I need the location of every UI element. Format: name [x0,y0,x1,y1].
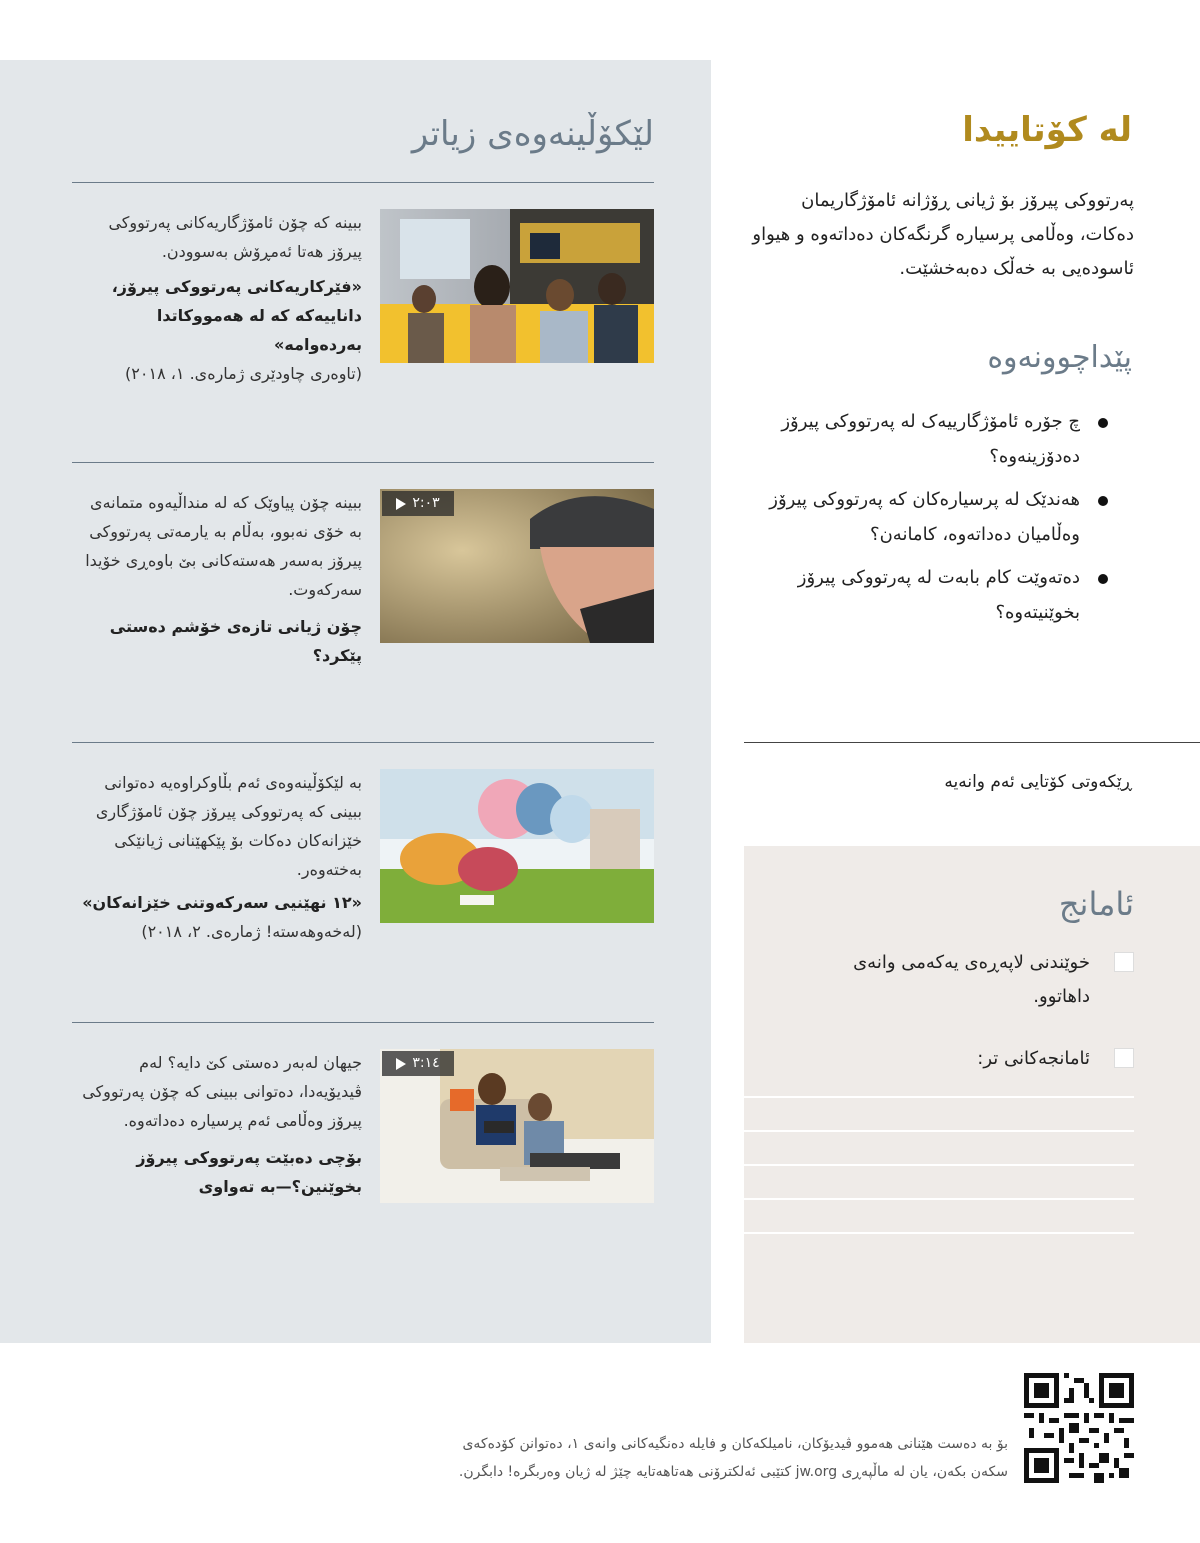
article-entry-3 [74,768,362,946]
writing-line[interactable] [744,1130,1134,1132]
qr-code-icon[interactable] [1024,1373,1134,1483]
lesson-completion-date-label: ڕێکەوتی کۆتایی ئەم وانەیە [944,772,1132,792]
article-thumbnail-train-station[interactable] [380,209,654,363]
review-questions [746,404,1112,638]
writing-line[interactable] [744,1096,1134,1098]
goals-title: ئامانج [1058,885,1134,923]
writing-line[interactable] [744,1164,1134,1166]
video-duration: ٢:٠٣ [412,495,440,511]
further-study-title: لێکۆڵینەوەی زیاتر [411,114,654,154]
question-text: دەتەوێت کام بابەت لە پەرتووکی پیرۆز بخوێنیتەوە؟ [797,567,1080,623]
bullet-icon [1098,418,1108,428]
review-title: پێداچوونەوە [987,340,1132,375]
list-item [746,482,1112,552]
goal-item [814,1042,1134,1076]
goal-item [814,946,1134,1014]
question-text: چ جۆرە ئامۆژگارییەک لە پەرتووکی پیرۆز دەدۆزینەوە؟ [781,411,1080,467]
footer-line: سکەن بکەن، یان لە ماڵپەڕی jw.org کتێبی ئەلکترۆنی هەتاهەتایە چێژ لە ژیان وەربگرە! دابگرن. [458,1464,1008,1480]
video-duration: ٣:١٤ [412,1055,440,1071]
entry-link-title[interactable]: «١٢ نهێنیی سەرکەوتنی خێزانەکان» [82,893,362,912]
footer-text [310,1430,1008,1486]
list-item [746,560,1112,630]
video-thumbnail-man-cap[interactable] [380,489,654,643]
question-text: هەندێک لە پرسیارەکان کە پەرتووکی پیرۆز وەڵامیان دەداتەوە، کامانەن؟ [769,489,1080,545]
divider [72,182,654,183]
video-thumbnail-reading-bible[interactable] [380,1049,654,1203]
entry-description: ببینە کە چۆن ئامۆژگاریەکانی پەرتووکی پیرۆز هەتا ئەمڕۆش بەسوودن. [108,213,362,261]
list-item [746,404,1112,474]
entry-citation: (لەخەوهەستە! ژمارەی. ٢، ٢٠١٨) [141,922,362,941]
writing-line[interactable] [744,1198,1134,1200]
divider [72,742,654,743]
summary-title: لە کۆتاییدا [962,110,1132,150]
entry-link-title[interactable]: «فێرکاریەکانی پەرتووکی پیرۆز، داناییەکە کە لە هەمووکاتدا بەردەوامە» [111,277,362,354]
writing-line[interactable] [744,1232,1134,1234]
article-entry-2 [74,488,362,670]
goal-text: خوێندنی لاپەڕەی یەکەمی وانەی داهاتوو. [853,952,1090,1007]
article-entry-1 [74,208,362,388]
bullet-icon [1098,574,1108,584]
divider [72,462,654,463]
divider [72,1022,654,1023]
footer-line: بۆ بە دەست هێنانی هەموو ڤیدیۆکان، نامیلکەکان و فایلە دەنگیەکانی وانەی ١، دەتوانن کۆدەکەی [462,1436,1008,1452]
video-duration-badge [382,491,454,516]
goals-panel [744,846,1200,1343]
entry-description: جیهان لەبەر دەستی کێ دایە؟ لەم ڤیدیۆیەدا، دەتوانی ببینی کە چۆن پەرتووکی پیرۆز وەڵامی ئەم پرسیارە دەداتەوە. [82,1053,362,1130]
goal-checkbox[interactable] [1114,952,1134,972]
divider [744,742,1200,743]
entry-link-title[interactable]: چۆن ژیانی تازەی خۆشم دەستی پێکرد؟ [109,617,362,665]
goal-text: ئامانجەکانی تر: [977,1048,1090,1069]
bullet-icon [1098,496,1108,506]
summary-paragraph: پەرتووکی پیرۆز بۆ ژیانی ڕۆژانە ئامۆژگاریمان دەکات، وەڵامی پرسیارە گرنگەکان دەداتەوە و هیواو ئاسودەیی بە خەڵک دەبەخشێت. [752,190,1134,279]
entry-link-title[interactable]: بۆچی دەبێت پەرتووکی پیرۆز بخوێنین؟—بە تەواوی [136,1148,362,1196]
play-icon [396,498,406,510]
play-icon [396,1058,406,1070]
entry-citation: (تاوەری چاودێری ژمارەی. ١، ٢٠١٨) [125,364,362,383]
entry-description: بە لێکۆڵینەوەی ئەم بڵاوکراوەیە دەتوانی ببینی کە پەرتووکی پیرۆز چۆن ئامۆژگاری خێزانەکان دەکات بۆ پێکهێنانی ژیانێکی بەختەوەر. [95,773,362,879]
goal-checkbox[interactable] [1114,1048,1134,1068]
article-entry-4 [74,1048,362,1201]
article-thumbnail-family[interactable] [380,769,654,923]
entry-description: ببینە چۆن پیاوێک کە لە منداڵیەوە متمانەی بە خۆی نەبوو، بەڵام بە یارمەتی پەرتووکی پیرۆز بەسەر هەستەکانی بێ باوەڕی خۆیدا سەرکەوت. [85,493,362,599]
video-duration-badge [382,1051,454,1076]
